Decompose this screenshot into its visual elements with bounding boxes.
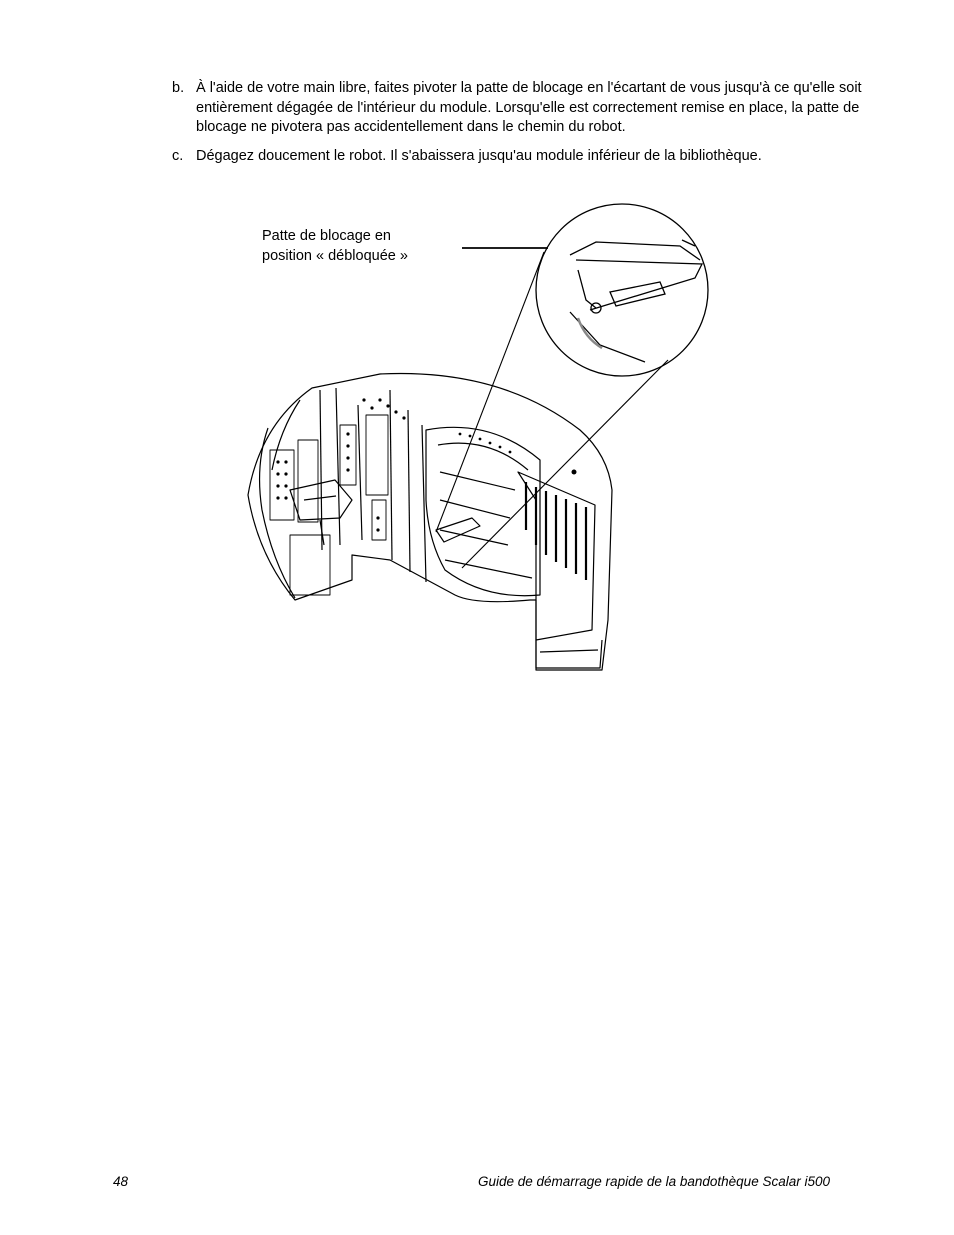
step-text: À l'aide de votre main libre, faites pivoter la patte de blocage en l'écartant de vous jusqu'à ce qu'elle soit entièrement dégagée de l'intérieur du module. Lorsqu'elle est correctement remise en place, la patte de blocage ne pivotera pas accidentellement dans le chemin du robot. bbox=[196, 80, 862, 135]
callout-line-2: position « débloquée » bbox=[262, 247, 408, 264]
figure-callout-label bbox=[262, 227, 462, 266]
callout-line-1: Patte de blocage en bbox=[262, 228, 391, 244]
page-number: 48 bbox=[113, 1174, 129, 1189]
step-text: Dégagez doucement le robot. Il s'abaissera jusqu'au module inférieur de la bibliothèque. bbox=[196, 147, 762, 164]
document-title: Guide de démarrage rapide de la bandothèque Scalar i500 bbox=[477, 1174, 830, 1189]
step-c bbox=[172, 147, 862, 167]
instruction-steps bbox=[172, 79, 862, 175]
step-b bbox=[172, 79, 862, 138]
step-marker: c. bbox=[172, 147, 184, 164]
library-line-drawing bbox=[240, 200, 720, 675]
step-marker: b. bbox=[172, 80, 185, 96]
library-robot-illustration bbox=[240, 200, 720, 675]
